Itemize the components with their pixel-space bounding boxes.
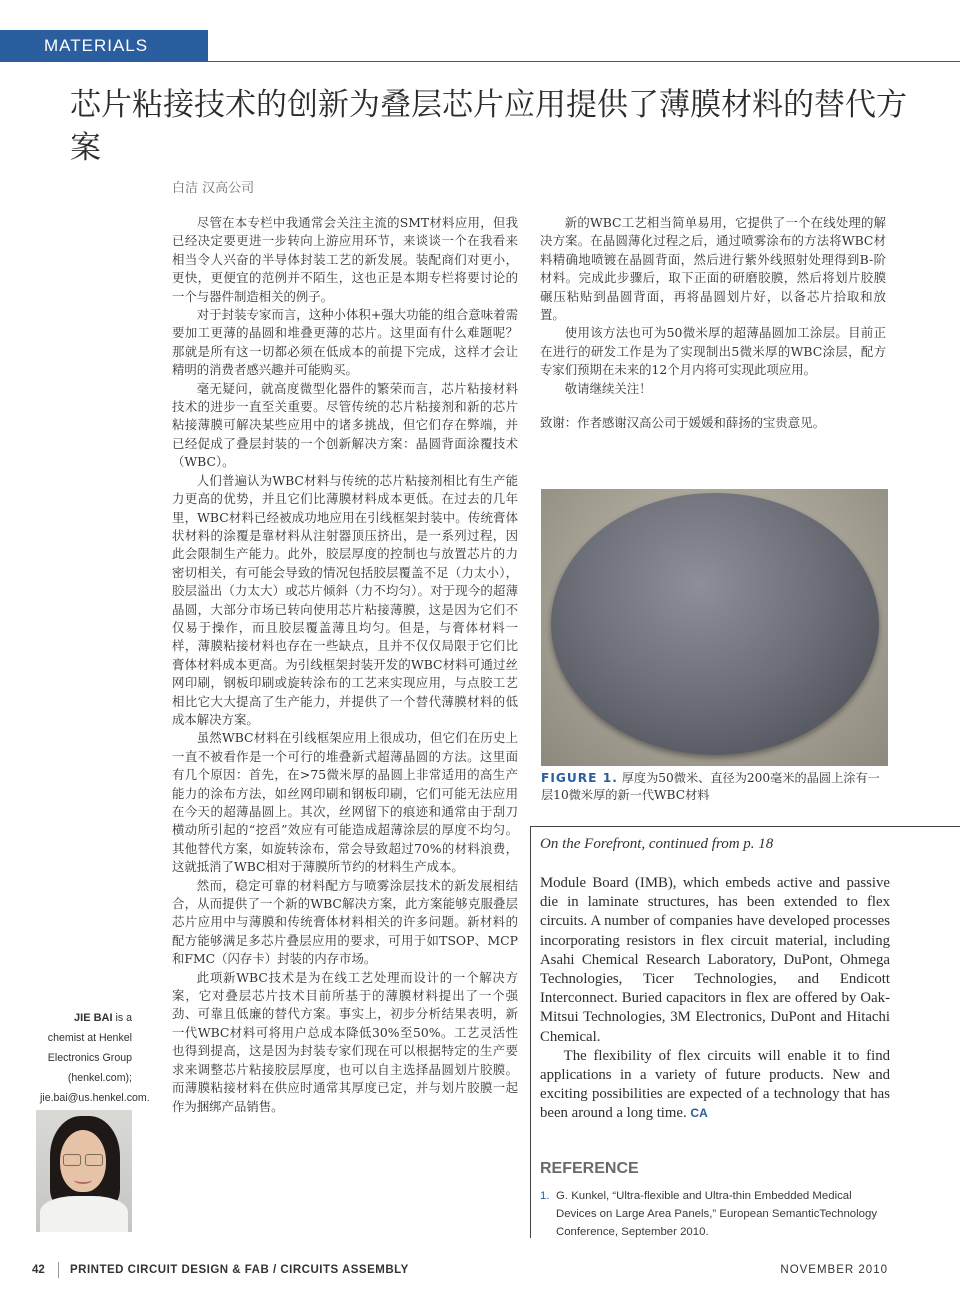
article-title: 芯片粘接技术的创新为叠层芯片应用提供了薄膜材料的替代方案 bbox=[70, 87, 907, 166]
footer-divider bbox=[58, 1262, 59, 1278]
wafer-image bbox=[551, 493, 879, 755]
figure-label: FIGURE 1. bbox=[541, 771, 618, 785]
reference-item bbox=[540, 1187, 890, 1241]
body-paragraph: 此项新WBC技术是为在线工艺处理而设计的一个解决方案，它对叠层芯片技术目前所基于的薄膜材料提出了一个强劲、可靠且低廉的替代方案。事实上，初步分析结果表明，新一代WBC材料可将用户总成本降低30%至50%。工艺灵活性也得到提高，这是因为封装专家们现在可以根据特定的生产要求来调整芯片粘接胶层厚度，也可以自主选择晶圆划片胶膜。而薄膜粘接材料在供应时通常其厚度已定，并与划片胶膜一起作为捆绑产品销售。 bbox=[172, 969, 518, 1114]
body-paragraph: 使用该方法也可为50微米厚的超薄晶圆加工涂层。目前正在进行的研发工作是为了实现制出5微米厚的WBC涂层，配方专家们预期在未来的12个月内将可实现此项应用。 bbox=[540, 325, 886, 378]
figure-caption-text: 厚度为50微米、直径为200毫米的晶圆上涂有一层10微米厚的新一代WBC材料 bbox=[541, 771, 880, 802]
body-paragraph: 尽管在本专栏中我通常会关注主流的SMT材料应用，但我已经决定要更进一步转向上游应用环节，来谈谈一个在我看来相当令人兴奋的半导体封装工艺的新发展。装配商们对更小，更快，更便宜的范例并不陌生，这也正是本期专栏将要讨论的一个与器件制造相关的例子。 bbox=[172, 215, 518, 304]
body-paragraph: 毫无疑问，就高度微型化器件的繁荣而言，芯片粘接材料技术的进步一直至关重要。尽管传统的芯片粘接剂和新的芯片粘接薄膜可解决某些应用中的诸多挑战，但它们存在弊端，并已经促成了叠层封装的一个创新解决方案：晶圆背面涂覆技术（WBC）。 bbox=[172, 380, 518, 470]
page-footer bbox=[0, 1262, 960, 1282]
reference-number: 1. bbox=[540, 1190, 550, 1202]
section-tag: MATERIALS WORLD bbox=[0, 30, 208, 62]
wafer-photo bbox=[541, 489, 888, 766]
main-column bbox=[172, 214, 518, 1116]
body-paragraph: 然而，稳定可靠的材料配方与喷雾涂层技术的新发展相结合，从而提供了一个新的WBC解决方案，此方案能够克服叠层芯片应用中与薄膜和传统膏体材料相关的许多问题。新材料的配方能够满足多芯片叠层应用的要求，可用于如TSOP、MCP和FMC（闪存卡）封装的内存市场。 bbox=[172, 877, 518, 967]
page-number: 42 bbox=[32, 1264, 45, 1276]
sidebar-left-rule bbox=[530, 826, 531, 1238]
english-paragraph: The flexibility of flex circuits will enable it to find applications in a variety of future products. New and exciting possibilities are expected of a technology that has been around a long time. bbox=[540, 1047, 890, 1122]
body-paragraph: 新的WBC工艺相当简单易用，它提供了一个在线处理的解决方案。在晶圆薄化过程之后，通过喷雾涂布的方法将WBC材料精确地喷镀在晶圆背面，然后进行紫外线照射处理得到B-阶材料。完成此步骤后，取下正面的研磨胶膜，然后将划片胶膜碾压粘贴到晶圆背面，再将晶圆划片好，以备芯片拾取和放置。 bbox=[540, 215, 886, 323]
end-mark: CA bbox=[690, 1106, 708, 1121]
figure-caption bbox=[541, 770, 886, 804]
english-paragraph: Module Board (IMB), which embeds active and passive die in laminate structures, has been extended to flex circuits. A number of companies have developed processes incorporating resistors in flex circuit material, including Asahi Chemical Research Laboratory, DuPont, Ohmega Technologies, Ticer Technologies, and Endicott Interconnect. Buried capacitors in flex are offered by Oak-Mitsui Technologies, 3M Electronics, DuPont and Hitachi Chemical. bbox=[540, 875, 890, 1045]
acknowledgement: 致谢：作者感谢汉高公司于媛媛和薛扬的宝贵意见。 bbox=[540, 415, 825, 431]
right-column bbox=[540, 214, 886, 432]
section-rule bbox=[208, 61, 960, 62]
body-paragraph: 敬请继续关注！ bbox=[564, 380, 652, 396]
reference-text: G. Kunkel, “Ultra-flexible and Ultra-thin Embedded Medical Devices on Large Area Panels,” European SemanticTechnology Conference, September 2010. bbox=[556, 1190, 878, 1238]
author-bio bbox=[40, 1008, 150, 1108]
byline: 白洁 汉高公司 bbox=[172, 181, 255, 196]
reference-heading: REFERENCE bbox=[540, 1160, 639, 1177]
continued-note: On the Forefront, continued from p. 18 bbox=[540, 836, 774, 852]
author-bio-text: is a chemist at Henkel Electronics Group (henkel.com); jie.bai@us.henkel.com. bbox=[40, 1012, 150, 1104]
publication-name: PRINTED CIRCUIT DESIGN & FAB / CIRCUITS ASSEMBLY bbox=[70, 1264, 409, 1276]
author-portrait bbox=[36, 1110, 132, 1232]
body-paragraph: 对于封装专家而言，这种小体积+强大功能的组合意味着需要加工更薄的晶圆和堆叠更薄的芯片。这里面有什么难题呢？那就是所有这一切都必须在低成本的前提下完成，这样才会让精明的消费者感兴趣并可能购买。 bbox=[172, 307, 518, 378]
issue-date: NOVEMBER 2010 bbox=[780, 1264, 888, 1276]
author-name: JIE BAI bbox=[74, 1012, 113, 1024]
body-paragraph: 人们普遍认为WBC材料与传统的芯片粘接剂相比有生产能力更高的优势，并且它们比薄膜材料成本更低。在过去的几年里，WBC材料已经被成功地应用在引线框架封装中。传统膏体状材料的涂覆是靠材料从注射器顶压挤出，是一系列过程，因此会限制生产能力。此外，胶层厚度的控制也与放置芯片的力密切相关，有可能会导致的情况包括胶层覆盖不足（力太小），胶层溢出（力太大）或芯片倾斜（力不均匀）。对于现今的超薄晶圆，大部分市场已转向使用芯片粘接薄膜，这是因为它们不仅易于操作，而且胶层覆盖薄且均匀。但是，与膏体材料一样，薄膜粘接材料也存在一些缺点，且并不仅仅局限于它们比膏体材料成本更高。为引线框架封装开发的WBC材料可通过丝网印刷，钢板印刷或旋转涂布的工艺来实现应用，与点胶工艺相比它大大提高了生产能力，并提供了一个替代薄膜材料的低成本解决方案。 bbox=[172, 472, 518, 727]
sidebar-top-rule bbox=[530, 826, 960, 827]
body-paragraph: 虽然WBC材料在引线框架应用上很成功，但它们在历史上一直不被看作是一个可行的堆叠新式超薄晶圆的方法。这里面有几个原因：首先，在>75微米厚的晶圆上非常适用的高生产能力的涂布方法，如丝网印刷和钢板印刷，它们可能无法应用在今天的超薄晶圆上。其次，丝网留下的痕迹和通常由于刮刀横动所引起的“挖舀”效应有可能造成超薄涂层的厚度不均匀。其他替代方案，如旋转涂布，常会导致超过70%的材料浪费，这就抵消了WBC相对于薄膜所节约的材料生产成本。 bbox=[172, 730, 518, 875]
continued-article bbox=[540, 874, 890, 1124]
